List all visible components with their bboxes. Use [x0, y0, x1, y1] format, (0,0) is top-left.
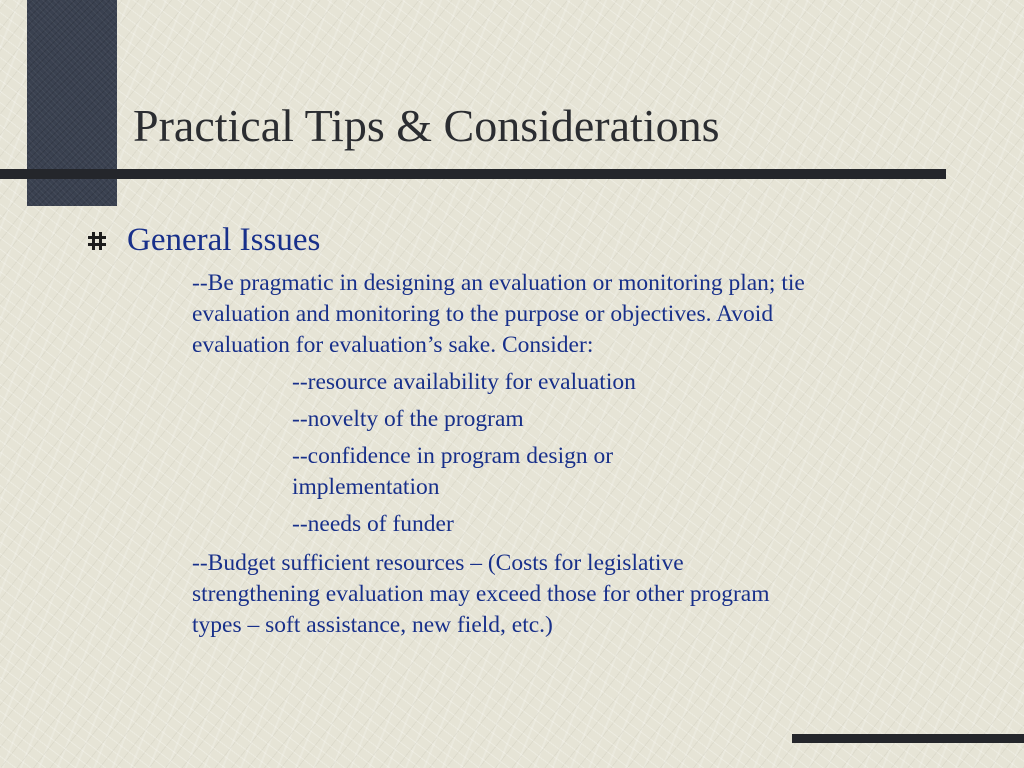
slide-title: Practical Tips & Considerations — [133, 100, 720, 151]
consideration-item: --confidence in program design or implementation — [292, 443, 614, 500]
paragraph-line: --Be pragmatic in designing an evaluation or monitoring plan; tie — [192, 270, 805, 296]
bottom-accent-rule — [792, 734, 1024, 743]
paragraph-line: evaluation and monitoring to the purpose or objectives. Avoid — [192, 301, 774, 327]
paragraph-line: types – soft assistance, new field, etc.) — [192, 612, 553, 638]
consideration-item: --resource availability for evaluation — [292, 369, 636, 395]
paragraph-line: --Budget sufficient resources – (Costs for legislative — [192, 550, 684, 576]
section-heading: General Issues — [127, 222, 321, 258]
consideration-item: --novelty of the program — [292, 406, 524, 432]
considerations-list — [292, 367, 712, 546]
title-underline-rule — [0, 169, 946, 179]
paragraph-line: strengthening evaluation may exceed those for other program — [192, 581, 770, 607]
paragraph-line: evaluation for evaluation’s sake. Consider: — [192, 332, 594, 358]
paragraph-pragmatic — [192, 268, 976, 361]
consideration-item: --needs of funder — [292, 511, 454, 537]
hash-bullet-icon — [88, 232, 106, 250]
paragraph-budget — [192, 548, 976, 641]
